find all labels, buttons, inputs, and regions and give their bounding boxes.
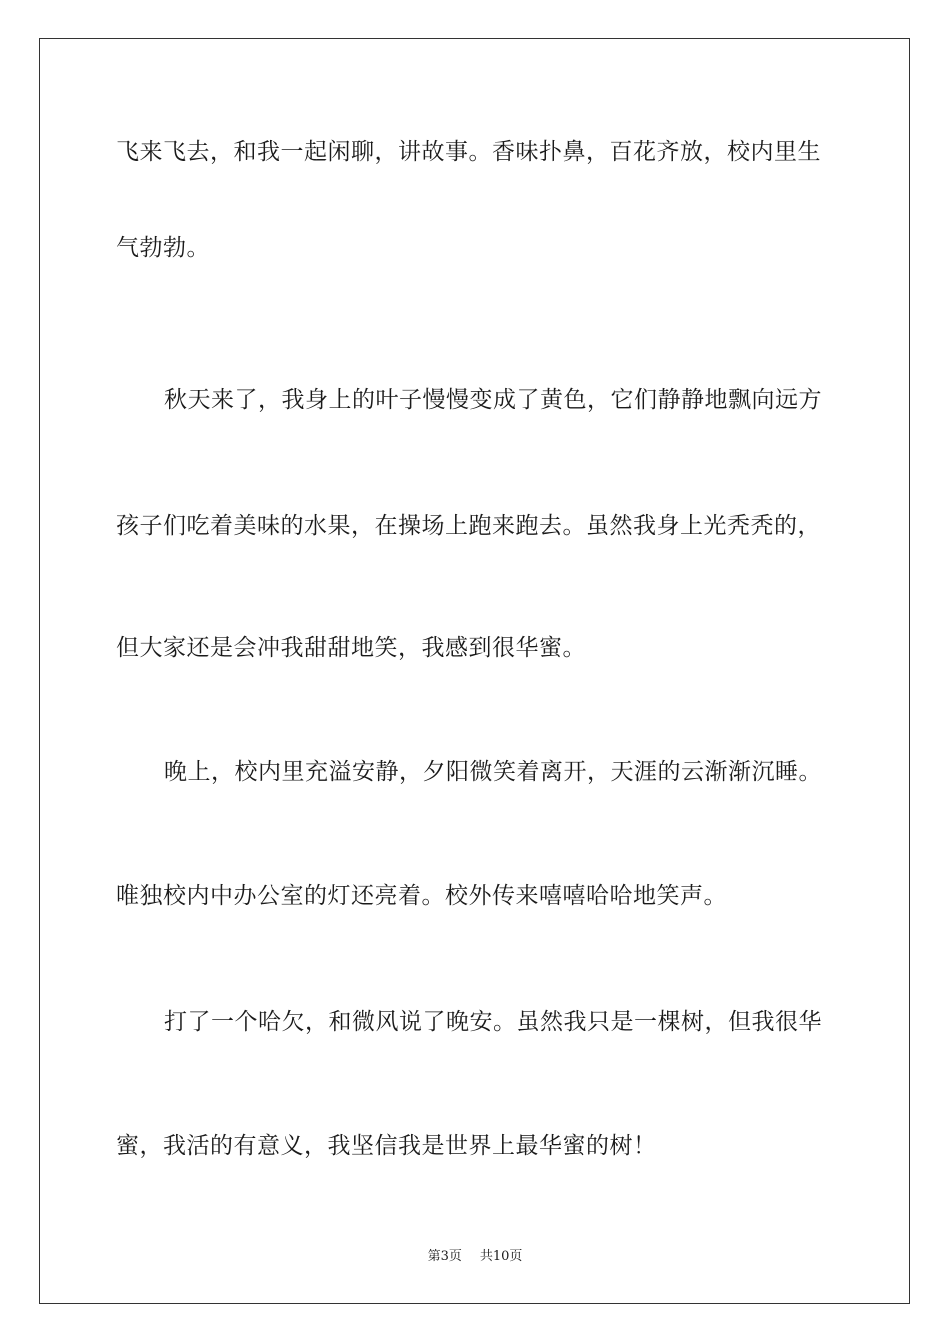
paragraph-line-9: 蜜，我活的有意义，我坚信我是世界上最华蜜的树！ <box>116 1133 657 1159</box>
paragraph-line-6: 晚上，校内里充溢安静，夕阳微笑着离开，天涯的云渐渐沉睡。 <box>164 759 822 785</box>
paragraph-line-7: 唯独校内中办公室的灯还亮着。校外传来嘻嘻哈哈地笑声。 <box>116 883 727 909</box>
paragraph-line-8: 打了一个哈欠，和微风说了晚安。虽然我只是一棵树，但我很华 <box>164 1009 822 1035</box>
paragraph-line-2: 气勃勃。 <box>116 235 210 261</box>
paragraph-line-1: 飞来飞去，和我一起闲聊，讲故事。香味扑鼻，百花齐放，校内里生 <box>116 139 821 165</box>
page-number-current: 第3页 <box>427 1249 462 1264</box>
page-number-total: 共10页 <box>479 1249 523 1264</box>
paragraph-line-3: 秋天来了，我身上的叶子慢慢变成了黄色，它们静静地飘向远方 <box>164 387 822 413</box>
page-frame <box>39 38 910 1304</box>
page-footer <box>0 1248 950 1266</box>
paragraph-line-5: 但大家还是会冲我甜甜地笑，我感到很华蜜。 <box>116 635 586 661</box>
paragraph-line-4: 孩子们吃着美味的水果，在操场上跑来跑去。虽然我身上光秃秃的， <box>116 513 821 539</box>
